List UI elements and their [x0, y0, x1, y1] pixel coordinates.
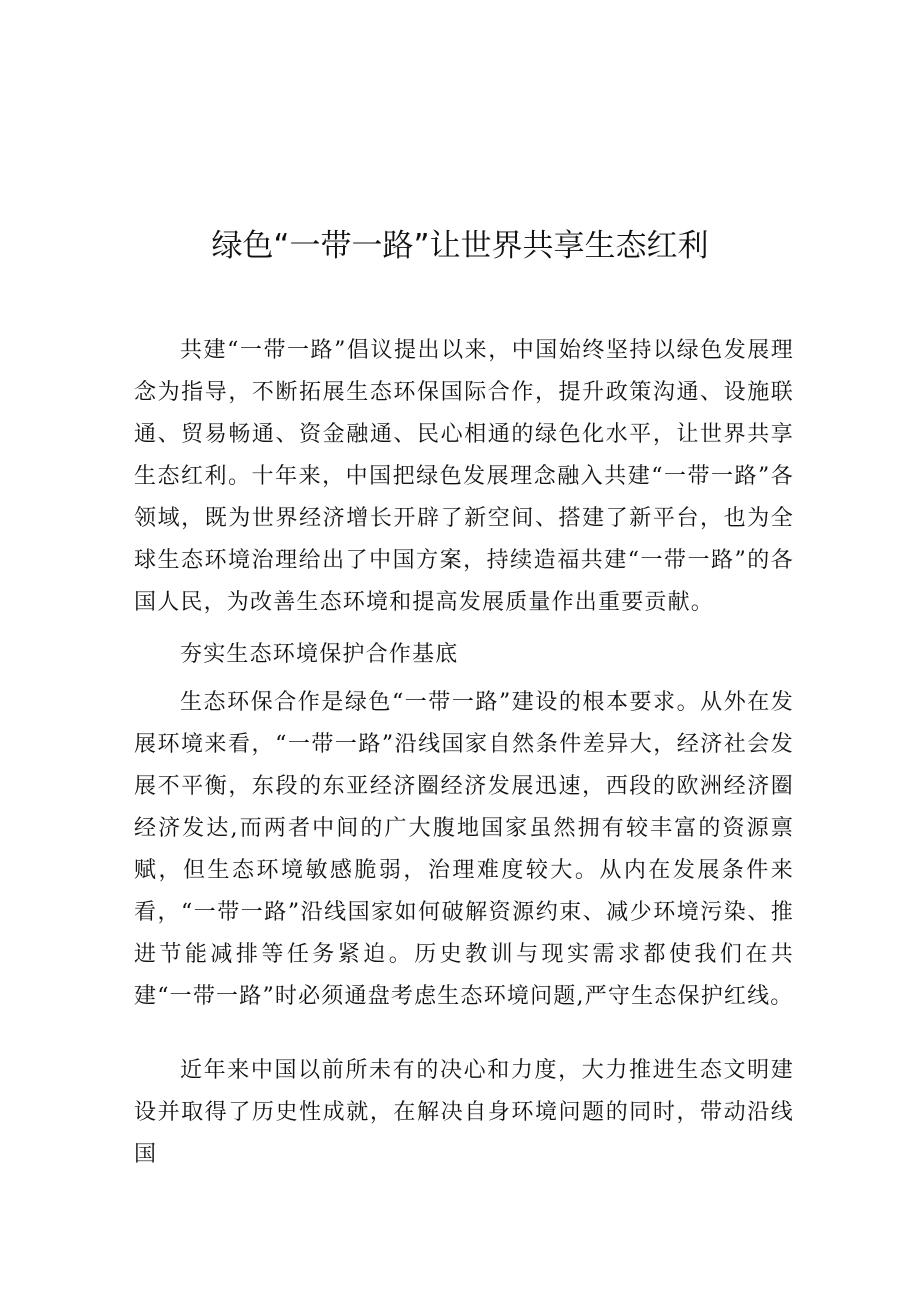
paragraph-intro: 共建“一带一路”倡议提出以来，中国始终坚持以绿色发展理念为指导，不断拓展生态环保国际合作，提升政策沟通、设施联通、贸易畅通、资金融通、民心相通的绿色化水平，让世界共享生态红利。十年来，中国把绿色发展理念融入共建“一带一路”各领域，既为世界经济增长开辟了新空间、搭建了新平台，也为全球生态环境治理给出了中国方案，持续造福共建“一带一路”的各国人民，为改善生态环境和提高发展质量作出重要贡献。 [134, 338, 794, 615]
section-heading: 夯实生态环境保护合作基底 [180, 642, 459, 667]
paragraph-recent-years: 近年来中国以前所未有的决心和力度，大力推进生态文明建设并取得了历史性成就，在解决自身环境问题的同时，带动沿线国 [134, 1058, 794, 1167]
document-title: 绿色“一带一路”让世界共享生态红利 [211, 228, 709, 264]
paragraph-cooperation: 生态环保合作是绿色“一带一路”建设的根本要求。从外在发展环境来看，“一带一路”沿线国家自然条件差异大，经济社会发展不平衡，东段的东亚经济圈经济发展迅速，西段的欧洲经济圈经济发达,而两者中间的广大腹地国家虽然拥有较丰富的资源禀赋，但生态环境敏感脆弱，治理难度较大。从内在发展条件来看，“一带一路”沿线国家如何破解资源约束、减少环境污染、推进节能减排等任务紧迫。历史教训与现实需求都使我们在共建“一带一路”时必须通盘考虑生态环境问题,严守生态保护红线。 [134, 690, 794, 1009]
